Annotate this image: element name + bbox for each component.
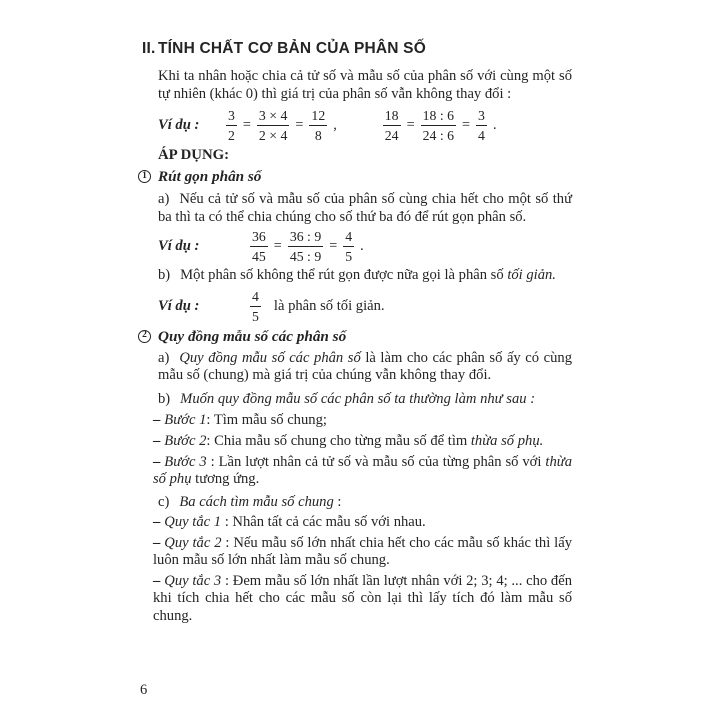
paragraph-text-italic: Quy đồng mẫu số các phân số bbox=[179, 349, 361, 366]
item-label: a) bbox=[158, 349, 170, 366]
fraction-numerator: 3 bbox=[476, 108, 487, 126]
fraction-numerator: 3 × 4 bbox=[257, 108, 289, 126]
fraction-denominator: 4 bbox=[478, 128, 485, 143]
fraction bbox=[421, 108, 456, 143]
paragraph-text: là làm cho các phân số ấy có cùng mẫu số (chung) mà giá trị của chúng vẫn không thay đổi. bbox=[158, 349, 572, 383]
item-label: b) bbox=[158, 390, 171, 407]
dash-bullet: – bbox=[153, 453, 161, 470]
step-name: Bước 2 bbox=[164, 432, 207, 449]
item-label: c) bbox=[158, 493, 170, 510]
example-label: Ví dụ : bbox=[158, 297, 200, 314]
section-title: TÍNH CHẤT CƠ BẢN CỦA PHÂN SỐ bbox=[158, 40, 426, 57]
step-text-italic: thừa số phụ. bbox=[470, 432, 544, 449]
fraction-denominator: 2 bbox=[228, 128, 235, 143]
paragraph-text-italic: Muốn quy đồng mẫu số các phân số ta thường làm như sau : bbox=[180, 390, 536, 407]
fraction-denominator: 45 bbox=[252, 249, 266, 264]
equals-sign: = bbox=[295, 117, 304, 133]
paragraph-text-italic: Ba cách tìm mẫu số chung bbox=[179, 493, 334, 510]
equals-sign: = bbox=[462, 117, 471, 133]
circled-number-1: 1 bbox=[138, 170, 151, 183]
fraction-numerator: 3 bbox=[226, 108, 237, 126]
fraction-numerator: 36 : 9 bbox=[288, 229, 323, 247]
example-row-3 bbox=[158, 289, 572, 324]
step-text-italic: thừa số phụ bbox=[153, 453, 572, 487]
rule-text: : Nhân tất cả các mẫu số với nhau. bbox=[221, 514, 426, 530]
equals-sign: = bbox=[273, 238, 282, 254]
step-text: : Chia mẫu số chung cho từng mẫu số để tìm bbox=[206, 432, 471, 449]
rule-item bbox=[153, 573, 572, 626]
dash-bullet: – bbox=[153, 514, 161, 530]
paragraph-text: Một phân số không thể rút gọn được nữa gọi là phân số bbox=[180, 267, 508, 283]
paragraph-2c bbox=[158, 494, 572, 512]
example-label: Ví dụ : bbox=[158, 117, 200, 133]
rule-name: Quy tắc 3 bbox=[164, 572, 222, 589]
fraction-denominator: 45 : 9 bbox=[289, 249, 322, 264]
fraction bbox=[250, 289, 261, 324]
example-row-1 bbox=[158, 108, 572, 143]
dash-bullet: – bbox=[153, 534, 161, 551]
item-label: a) bbox=[158, 191, 170, 207]
fraction-numerator: 4 bbox=[250, 289, 261, 307]
paragraph-text: Nếu cả tử số và mẫu số của phân số cùng chia hết cho một số thứ ba thì ta có thể chia chúng cho số thứ ba đó để rút gọn phân số. bbox=[158, 191, 572, 225]
step-text: tương ứng. bbox=[191, 471, 260, 487]
dash-bullet: – bbox=[153, 411, 161, 428]
equation-1a bbox=[226, 108, 343, 143]
subsection-2-title: Quy đồng mẫu số các phân số bbox=[158, 327, 347, 345]
item-label: b) bbox=[158, 267, 171, 283]
fraction bbox=[476, 108, 487, 143]
step-text: : Tìm mẫu số chung; bbox=[206, 411, 327, 428]
fraction-numerator: 18 : 6 bbox=[421, 108, 456, 126]
equation-1b bbox=[383, 108, 503, 143]
step-item bbox=[153, 433, 572, 451]
section-heading bbox=[142, 40, 572, 58]
rule-text: : Đem mẫu số lớn nhất lần lượt nhân với 2; 3; 4; ... cho đến khi tích chia hết cho các mẫu số còn lại thì lấy tích đó làm mẫu số chung. bbox=[153, 572, 572, 624]
step-text: : Lần lượt nhân cả tử số và mẫu số của từng phân số với bbox=[206, 453, 546, 470]
fraction-denominator: 5 bbox=[345, 249, 353, 264]
paragraph-2a bbox=[158, 350, 572, 385]
subsection-1-heading bbox=[142, 168, 572, 186]
fraction-numerator: 4 bbox=[343, 229, 354, 247]
punctuation: . bbox=[492, 117, 497, 133]
fraction bbox=[343, 229, 354, 264]
section-numeral: II. bbox=[142, 40, 156, 57]
page-number: 6 bbox=[140, 682, 148, 698]
fraction bbox=[226, 108, 237, 143]
paragraph-text: : bbox=[333, 493, 342, 510]
fraction-numerator: 18 bbox=[383, 108, 401, 126]
equation-3 bbox=[250, 289, 391, 324]
equation-text: là phân số tối giản. bbox=[273, 297, 385, 314]
fraction bbox=[257, 108, 289, 143]
rule-name: Quy tắc 1 bbox=[164, 514, 222, 530]
fraction bbox=[383, 108, 401, 143]
subsection-2-heading bbox=[142, 327, 572, 346]
fraction bbox=[288, 229, 323, 264]
dash-bullet: – bbox=[153, 572, 161, 589]
fraction-denominator: 24 : 6 bbox=[422, 128, 455, 143]
example-row-2 bbox=[158, 229, 572, 264]
dash-bullet: – bbox=[153, 432, 161, 449]
equals-sign: = bbox=[406, 117, 415, 133]
rule-name: Quy tắc 2 bbox=[164, 534, 222, 551]
step-item bbox=[153, 412, 572, 430]
step-item bbox=[153, 454, 572, 489]
step-name: Bước 1 bbox=[164, 411, 207, 428]
rule-item bbox=[153, 535, 572, 570]
rule-text: : Nếu mẫu số lớn nhất chia hết cho các mẫu số khác thì lấy luôn mẫu số lớn nhất làm mẫu số chung. bbox=[153, 534, 572, 568]
rule-item bbox=[153, 514, 572, 532]
fraction bbox=[250, 229, 268, 264]
fraction bbox=[309, 108, 327, 143]
circled-number-2: 2 bbox=[138, 330, 151, 343]
fraction-denominator: 5 bbox=[252, 308, 259, 324]
paragraph-text-italic: tối giản. bbox=[507, 267, 556, 283]
fraction-denominator: 8 bbox=[314, 128, 322, 143]
fraction-denominator: 24 bbox=[384, 128, 399, 143]
intro-paragraph: Khi ta nhân hoặc chia cả tử số và mẫu số của phân số với cùng một số tự nhiên (khác 0) thì giá trị của phân số vẫn không thay đổi : bbox=[158, 68, 572, 102]
page-content bbox=[142, 0, 572, 625]
punctuation: , bbox=[333, 117, 337, 133]
step-name: Bước 3 bbox=[164, 453, 207, 470]
equation-2 bbox=[250, 229, 370, 264]
subsection-1-title: Rút gọn phân số bbox=[158, 168, 262, 185]
fraction-numerator: 12 bbox=[309, 108, 327, 126]
paragraph-2b bbox=[158, 391, 572, 409]
fraction-denominator: 2 × 4 bbox=[258, 128, 288, 143]
apply-heading: ÁP DỤNG: bbox=[158, 147, 230, 163]
paragraph-1b bbox=[158, 267, 572, 285]
punctuation: . bbox=[360, 238, 364, 254]
equals-sign: = bbox=[242, 117, 251, 133]
example-label: Ví dụ : bbox=[158, 238, 200, 254]
fraction-numerator: 36 bbox=[250, 229, 268, 247]
equals-sign: = bbox=[329, 238, 338, 254]
paragraph-1a bbox=[158, 191, 572, 226]
